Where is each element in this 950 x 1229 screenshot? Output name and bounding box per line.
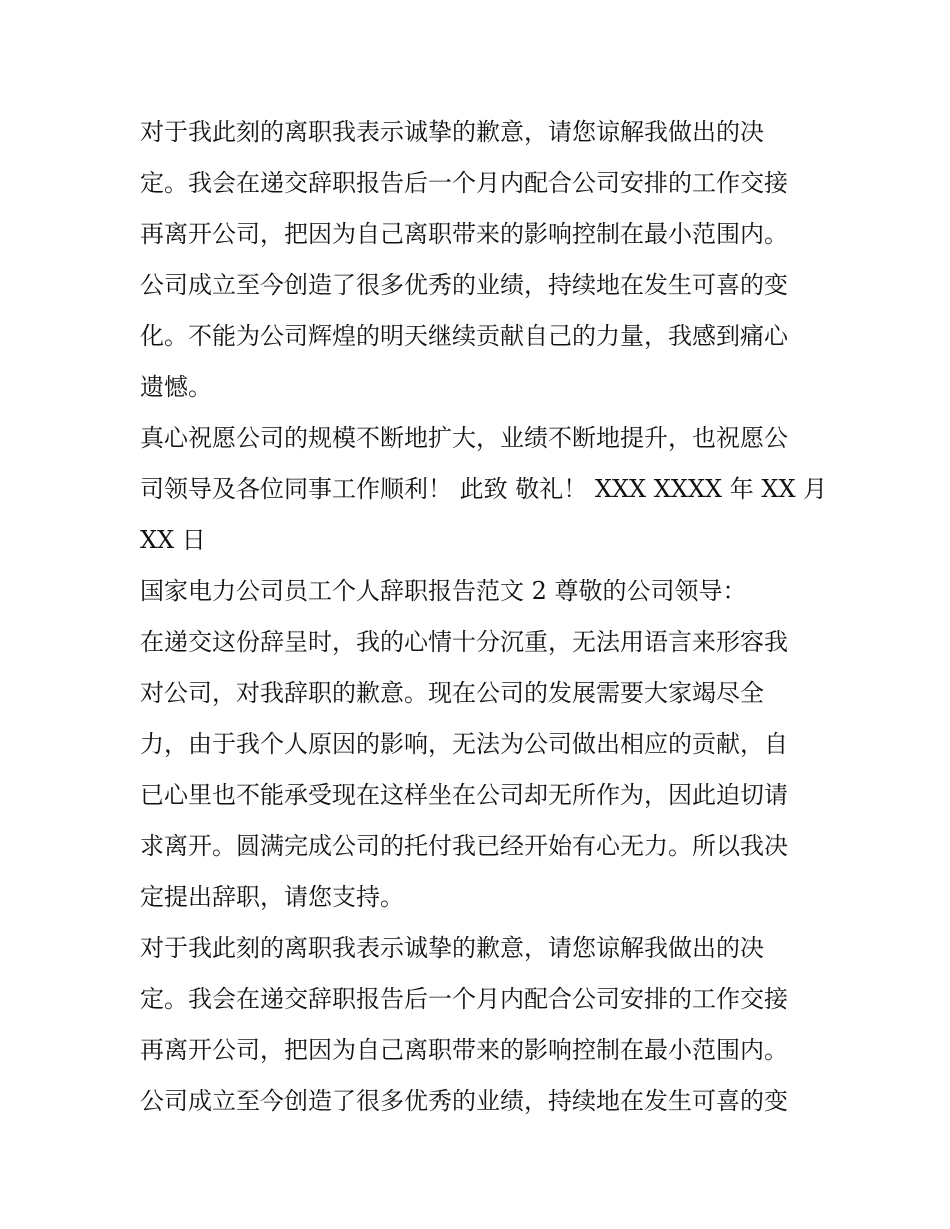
- text-line: XX 日: [140, 526, 206, 554]
- text-line: 再离开公司，把因为自己离职带来的影响控制在最小范围内。: [140, 220, 788, 248]
- text-line: 对公司，对我辞职的歉意。现在公司的发展需要大家竭尽全: [140, 679, 764, 707]
- text-line: 力，由于我个人原因的影响，无法为公司做出相应的贡献，自: [140, 730, 788, 758]
- text-line: 对于我此刻的离职我表示诚挚的歉意，请您谅解我做出的决: [140, 118, 764, 146]
- text-line: 再离开公司，把因为自己离职带来的影响控制在最小范围内。: [140, 1036, 788, 1064]
- text-line: 化。不能为公司辉煌的明天继续贡献自己的力量，我感到痛心: [140, 322, 788, 350]
- text-line: 定提出辞职，请您支持。: [140, 883, 404, 911]
- document-body: [140, 107, 828, 1127]
- text-line: 公司成立至今创造了很多优秀的业绩，持续地在发生可喜的变: [140, 1087, 788, 1115]
- text-line: 定。我会在递交辞职报告后一个月内配合公司安排的工作交接: [140, 169, 788, 197]
- text-line: 真心祝愿公司的规模不断地扩大，业绩不断地提升，也祝愿公: [140, 424, 788, 452]
- text-line: 公司成立至今创造了很多优秀的业绩，持续地在发生可喜的变: [140, 271, 788, 299]
- text-line: 已心里也不能承受现在这样坐在公司却无所作为，因此迫切请: [140, 781, 788, 809]
- section-heading-line: 国家电力公司员工个人辞职报告范文 2 尊敬的公司领导：: [140, 577, 747, 605]
- text-line: 在递交这份辞呈时，我的心情十分沉重，无法用语言来形容我: [140, 628, 788, 656]
- text-line: 遗憾。: [140, 373, 212, 401]
- text-line: 求离开。圆满完成公司的托付我已经开始有心无力。所以我决: [140, 832, 788, 860]
- text-line: 定。我会在递交辞职报告后一个月内配合公司安排的工作交接: [140, 985, 788, 1013]
- text-line: 司领导及各位同事工作顺利！ 此致 敬礼！ XXX XXXX 年 XX 月: [140, 475, 828, 503]
- text-line: 对于我此刻的离职我表示诚挚的歉意，请您谅解我做出的决: [140, 934, 764, 962]
